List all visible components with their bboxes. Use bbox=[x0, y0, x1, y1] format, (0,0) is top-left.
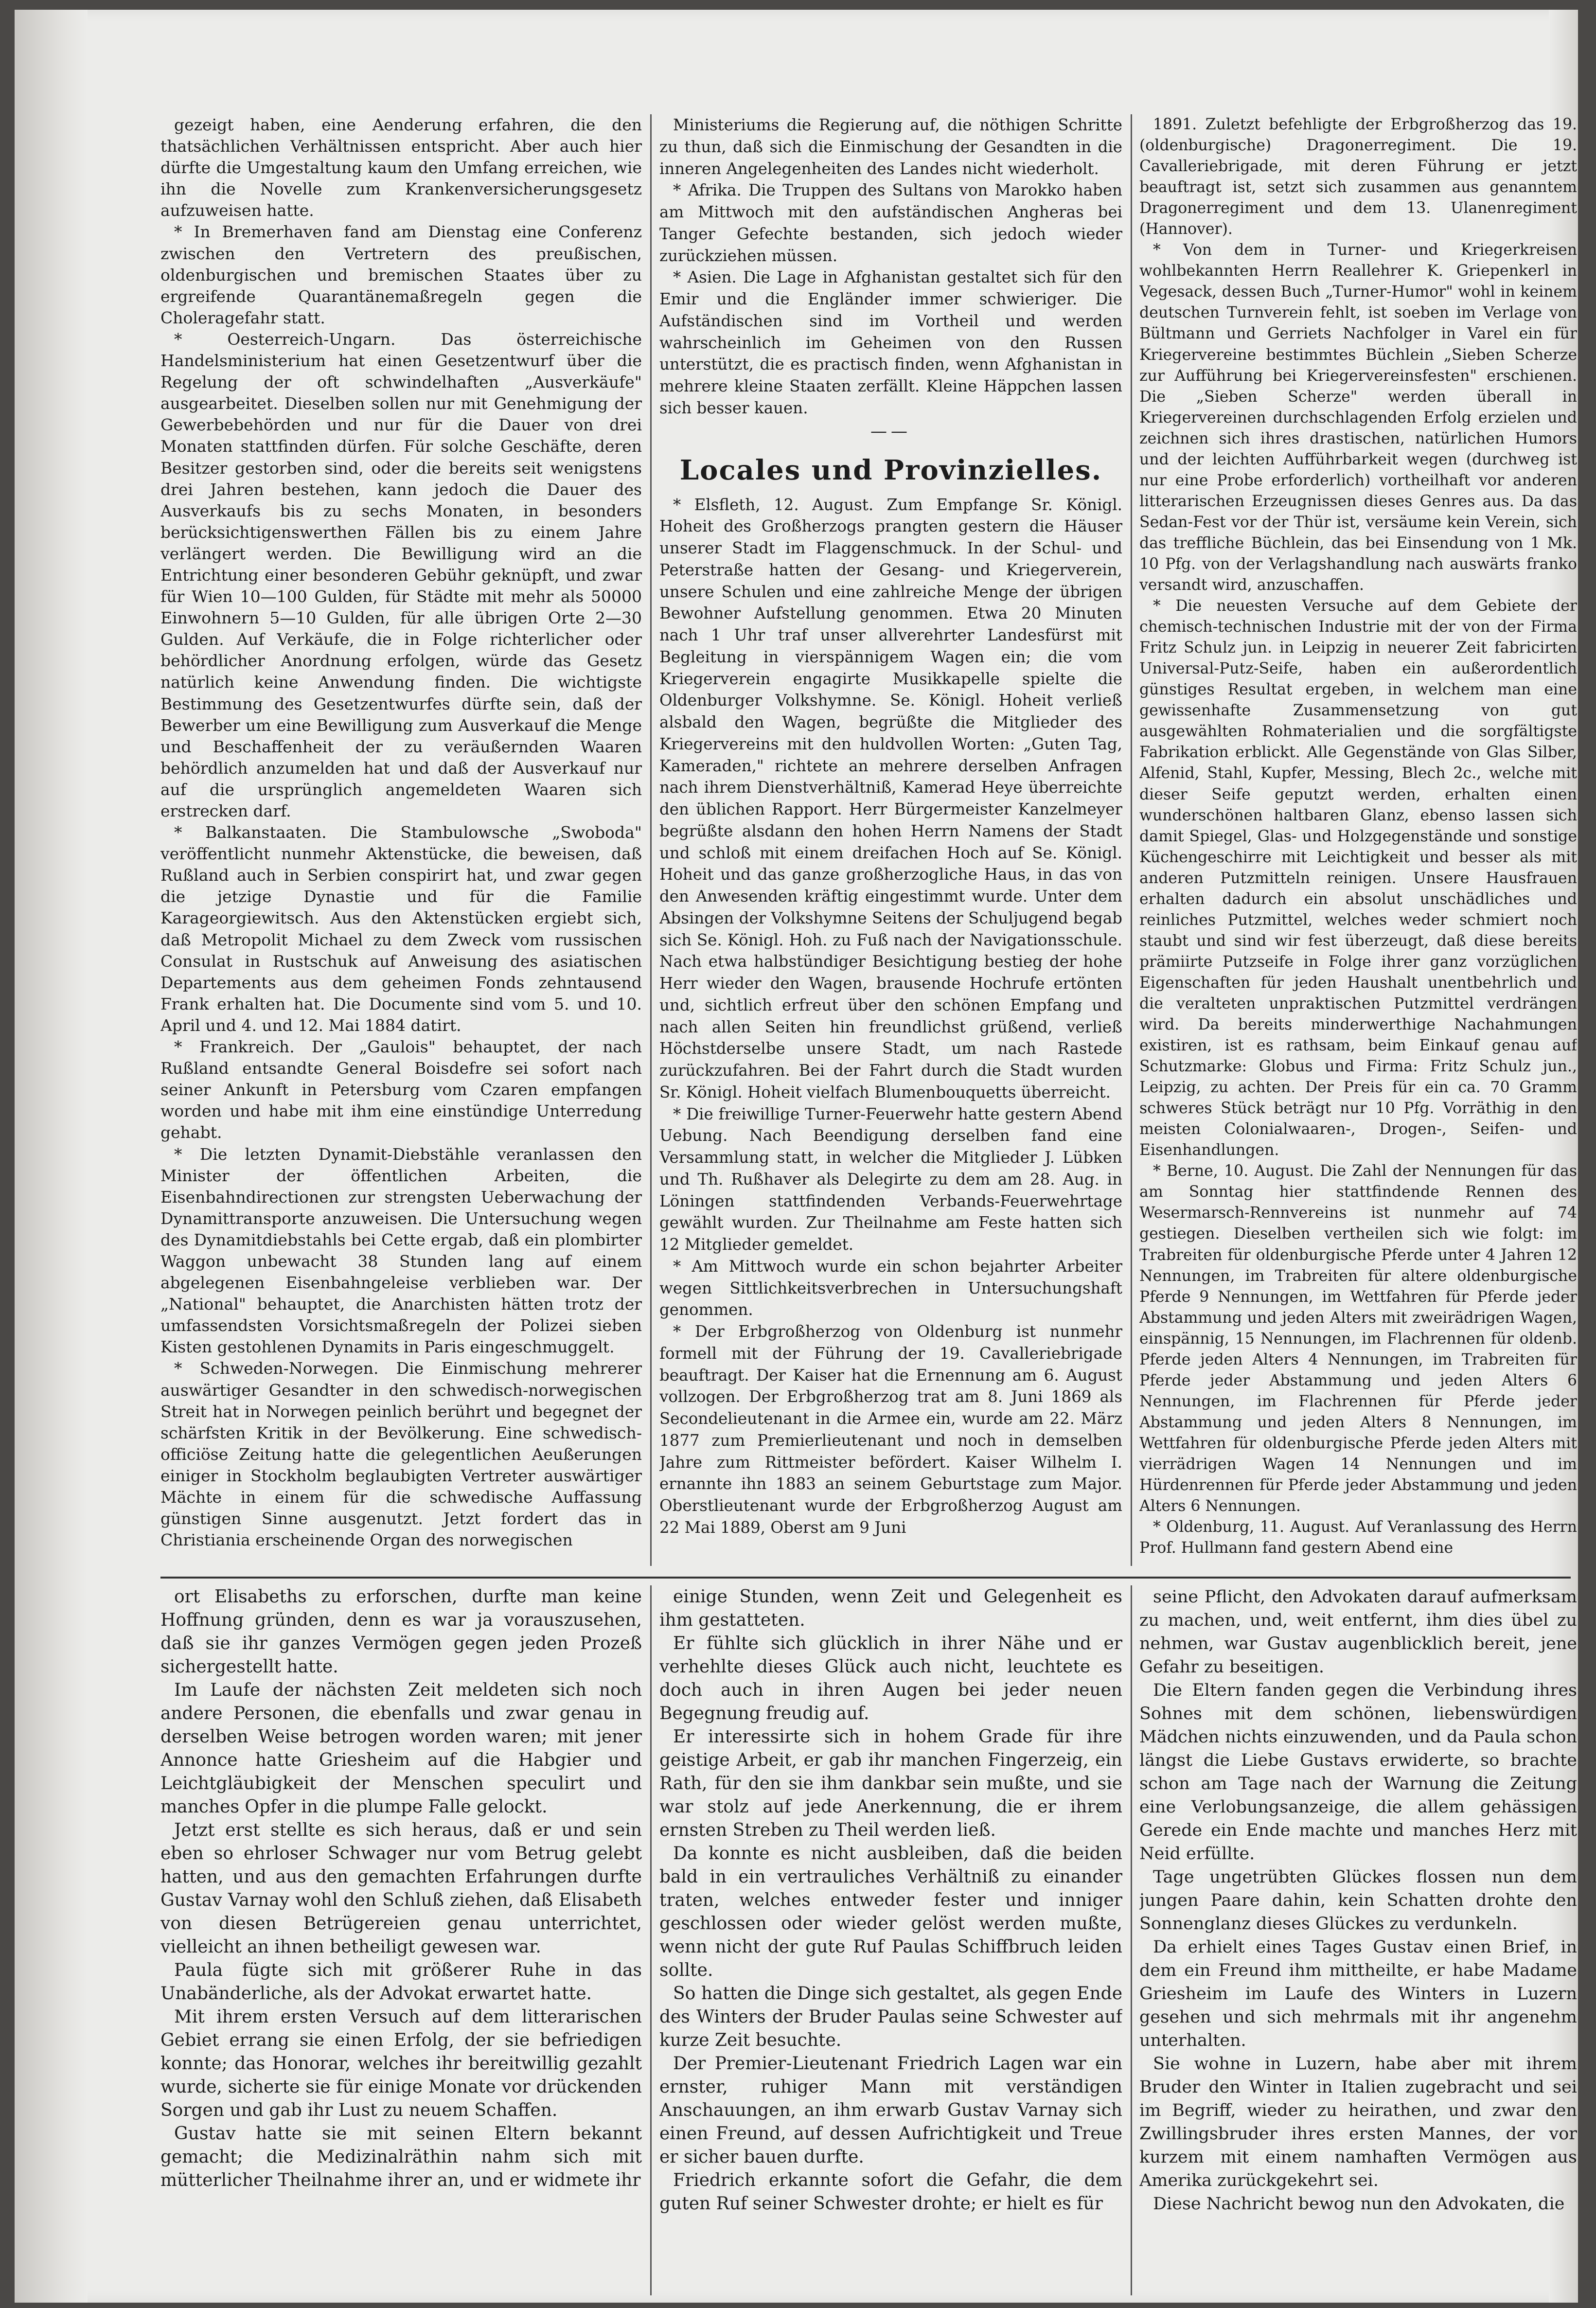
feuilleton-paragraph: Da konnte es nicht ausbleiben, daß die beiden bald in ein vertrauliches Verhältniß zu einander traten, welches entweder fester und inniger geschlossen oder wieder gelöst werden mußte, wenn nicht der gute Ruf Paulas Schiffbruch leiden sollte. bbox=[659, 1844, 1122, 1980]
feuilleton-paragraph: Sie wohne in Luzern, habe aber mit ihrem Bruder den Winter in Italien zugebracht und sei im Begriff, wieder zu heirathen, und zwar den Zwillingsbruder ihres ersten Mannes, der vor kurzem mit einem namhaften Vermögen aus Amerika zurückgekehrt sei. bbox=[1139, 2054, 1577, 2190]
column-rule bbox=[1131, 114, 1132, 1566]
feuilleton-paragraph: So hatten die Dinge sich gestaltet, als gegen Ende des Winters der Bruder Paulas seine Schwester auf kurze Zeit besuchte. bbox=[659, 1984, 1122, 2050]
feuilleton-paragraph: Da erhielt eines Tages Gustav einen Brief, in dem ein Freund ihm mittheilte, er habe Madame Griesheim im Laufe des Winters in Luzern gesehen und sich mehrmals mit ihr angenehm unterhalten. bbox=[1139, 1937, 1577, 2050]
feuilleton-paragraph: seine Pflicht, den Advokaten darauf aufmerksam zu machen, und, weit entfernt, ihm dies übel zu nehmen, war Gustav augenblicklich bereit, jene Gefahr zu beseitigen. bbox=[1139, 1587, 1577, 1677]
page-binding-shadow bbox=[15, 10, 88, 2303]
news-paragraph: gezeigt haben, eine Aenderung erfahren, die den thatsächlichen Verhältnissen entspricht. Aber auch hier dürfte die Umgestaltung kaum den Umfang erreichen, wie ihn die Novelle zum Krankenversicherungsgesetz aufzuweisen hatte. bbox=[160, 115, 642, 220]
newspaper-page bbox=[15, 10, 1578, 2303]
news-paragraph: * Der Erbgroßherzog von Oldenburg ist nunmehr formell mit der Führung der 19. Cavalleriebrigade beauftragt. Der Kaiser hat die Ernennung am 6. August vollzogen. Der Erbgroßherzog trat am 8. Juni 1869 als Secondelieutenant in die Armee ein, wurde am 22. März 1877 zum Premierlieutenant und noch in demselben Jahre zum Rittmeister befördert. Kaiser Wilhelm I. ernannte ihn 1883 an seinem Geburtstage zum Major. Oberstlieutenant wurde der Erbgroßherzog August am 22 Mai 1889, Oberst am 9 Juni bbox=[659, 1322, 1122, 1537]
feuilleton-paragraph: Mit ihrem ersten Versuch auf dem litterarischen Gebiet errang sie einen Erfolg, der sie befriedigen konnte; das Honorar, welches ihr bereitwillig gezahlt wurde, sicherte sie für einige Monate vor drückenden Sorgen und gab ihr Lust zu neuem Schaffen. bbox=[160, 2007, 642, 2120]
column-rule bbox=[650, 1585, 652, 2295]
news-paragraph: * Von dem in Turner- und Kriegerkreisen wohlbekannten Herrn Reallehrer K. Griepenkerl in Vegesack, dessen Buch „Turner-Humor" wohl in keinem deutschen Turnverein fehlt, ist soeben im Verlage von Bültmann und Gerriets Nachfolger in Varel ein für Kriegervereine bestimmtes Büchlein „Sieben Scherze zur Aufführung bei Kriegervereinsfesten" erschienen. Die „Sieben Scherze" werden überall in Kriegervereinen durchschlagenden Erfolg erzielen und zeichnen sich ihres drastischen, natürlichen Humors und der leichten Aufführbarkeit wegen (durchweg ist nur eine Probe erforderlich) vortheilhaft vor anderen litterarischen Erzeugnissen dieses Genres aus. Da das Sedan-Fest vor der Thür ist, versäume kein Verein, sich das treffliche Büchlein, das bei Einsendung von 1 Mk. 10 Pfg. von der Verlagshandlung nach auswärts franko versandt wird, anzuschaffen. bbox=[1139, 241, 1577, 594]
column-rule bbox=[1131, 1585, 1132, 2295]
news-paragraph: * In Bremerhaven fand am Dienstag eine Conferenz zwischen den Vertretern des preußischen, oldenburgischen und bremischen Staates über zu ergreifende Quarantänemaßregeln gegen die Choleragefahr statt. bbox=[160, 222, 642, 327]
news-paragraph: * Balkanstaaten. Die Stambulowsche „Swoboda" veröffentlicht nunmehr Aktenstücke, die beweisen, daß Rußland auch in Serbien conspirirt hat, und zwar gegen die jetzige Dynastie und für die Familie Karageorgiewitsch. Aus den Aktenstücken ergiebt sich, daß Metropolit Michael zu dem Zweck vom russischen Consulat in Rustschuk auf Anweisung des asiatischen Departements aus dem geheimen Fonds zehntausend Frank erhalten hat. Die Documente sind vom 5. und 10. April und 4. und 12. Mai 1884 datirt. bbox=[160, 823, 642, 1035]
news-paragraph: * Schweden-Norwegen. Die Einmischung mehrerer auswärtiger Gesandter in den schwedisch-norwegischen Streit hat in Norwegen peinlich berührt und begegnet der schärfsten Kritik in der Bevölkerung. Eine schwedisch-officiöse Zeitung hatte die gelegentlichen Aeußerungen einiger in Stockholm beglaubigten Vertreter auswärtiger Mächte in einem für die schwedische Auffassung günstigen Sinne ausgenutzt. Jetzt fordert das in Christiania erscheinende Organ des norwegischen bbox=[160, 1359, 642, 1550]
news-column-2 bbox=[659, 114, 1122, 1573]
feuilleton-divider bbox=[160, 1577, 1571, 1579]
news-paragraph: * Die freiwillige Turner-Feuerwehr hatte gestern Abend Uebung. Nach Beendigung derselben fand eine Versammlung statt, in welcher die Mitglieder J. Lübken und Th. Rußhaver als Delegirte zu dem am 28. Aug. in Löningen stattfindenden Verbands-Feuerwehrtage gewählt wurden. Zur Theilnahme am Feste hatten sich 12 Mitglieder gemeldet. bbox=[659, 1104, 1122, 1254]
feuilleton-paragraph: Der Premier-Lieutenant Friedrich Lagen war ein ernster, ruhiger Mann mit verständigen Anschauungen, an ihm erwarb Gustav Varnay sich einen Freund, auf dessen Aufrichtigkeit und Treue er sicher bauen durfte. bbox=[659, 2054, 1122, 2167]
news-paragraph: * Am Mittwoch wurde ein schon bejahrter Arbeiter wegen Sittlichkeitsverbrechen in Untersuchungshaft genommen. bbox=[659, 1257, 1122, 1319]
news-paragraph: * Frankreich. Der „Gaulois" behauptet, der nach Rußland entsandte General Boisdefre sei sofort nach seiner Ankunft in Petersburg vom Czaren empfangen worden und habe mit ihm eine einstündige Unterredung gehabt. bbox=[160, 1037, 642, 1142]
news-paragraph: Ministeriums die Regierung auf, die nöthigen Schritte zu thun, daß sich die Einmischung der Gesandten in die inneren Angelegenheiten des Landes nicht wiederholt. bbox=[659, 116, 1122, 178]
news-paragraph: * Die neuesten Versuche auf dem Gebiete der chemisch-technischen Industrie mit der von der Firma Fritz Schulz jun. in Leipzig in neuerer Zeit fabricirten Universal-Putz-Seife, haben ein außerordentlich günstiges Resultat ergeben, in welchem man eine gewissenhafte Zusammensetzung von gut ausgewählten Rohmaterialien und die sorgfältigste Fabrikation erblickt. Alle Gegenstände von Glas Silber, Alfenid, Stahl, Kupfer, Messing, Blech 2c., welche mit dieser Seife geputzt werden, erhalten einen wunderschönen haltbaren Glanz, ebenso lassen sich damit Spiegel, Glas- und Holzgegenstände und sonstige Küchengeschirre mit Leichtigkeit und besser als mit anderen Putzmitteln reinigen. Unsere Hausfrauen erhalten dadurch ein absolut unschädliches und reinliches Putzmittel, welches weder schmiert noch staubt und sind wir fest überzeugt, daß diese bereits prämiirte Putzseife in Folge ihrer ganz vorzüglichen Eigenschaften für jeden Haushalt unentbehrlich und die veralteten unpraktischen Putzmittel verdrängen wird. Da bereits minderwerthige Nachahmungen existiren, ist es rathsam, beim Einkauf genau auf Schutzmarke: Globus und Firma: Fritz Schulz jun., Leipzig, zu achten. Der Preis für ein ca. 70 Gramm schweres Stück beträgt nur 10 Pfg. Vorräthig in den meisten Colonialwaaren-, Drogen-, Seifen- und Eisenhandlungen. bbox=[1139, 597, 1577, 1159]
section-heading: Locales und Provinzielles. bbox=[679, 454, 1102, 486]
news-column-1 bbox=[160, 114, 642, 1572]
feuilleton-paragraph: Jetzt erst stellte es sich heraus, daß er und sein eben so ehrloser Schwager nur vom Betrug gelebt hatten, und aus den gemachten Erfahrungen durfte Gustav Varnay wohl den Schluß ziehen, daß Elisabeth von diesen Betrügereien genau unterrichtet, vielleicht an ihnen betheiligt gewesen war. bbox=[160, 1820, 642, 1957]
feuilleton-paragraph: Im Laufe der nächsten Zeit meldeten sich noch andere Personen, die ebenfalls und zwar genau in derselben Weise betrogen worden waren; mit jener Annonce hatte Griesheim auf die Habgier und Leichtgläubigkeit der Menschen speculirt und manches Opfer in die plumpe Falle gelockt. bbox=[160, 1680, 642, 1817]
news-paragraph: * Elsfleth, 12. August. Zum Empfange Sr. Königl. Hoheit des Großherzogs prangten gestern die Häuser unserer Stadt im Flaggenschmuck. In der Schul- und Peterstraße hatten der Gesang- und Kriegerverein, unsere Schulen und eine zahlreiche Menge der übrigen Bewohner Aufstellung genommen. Etwa 20 Minuten nach 1 Uhr traf unser allverehrter Landesfürst mit Begleitung in vierspännigem Wagen ein; die vom Kriegerverein engagirte Musikkapelle spielte die Oldenburger Volkshymne. Se. Königl. Hoheit verließ alsbald den Wagen, begrüßte die Mitglieder des Kriegervereins mit den huldvollen Worten: „Guten Tag, Kameraden," richtete an mehrere derselben Anfragen nach ihrem Dienstverhältniß, Kamerad Heye überreichte den üblichen Rapport. Herr Bürgermeister Kanzelmeyer begrüßte alsdann den hohen Herrn Namens der Stadt und schloß mit einem dreifachen Hoch auf Se. Königl. Hoheit und das ganze großherzogliche Haus, in das von den Anwesenden kräftig eingestimmt wurde. Unter dem Absingen der Volkshymne Seitens der Schuljugend begab sich Se. Königl. Hoh. zu Fuß nach der Navigationsschule. Nach etwa halbstündiger Besichtigung bestieg der hohe Herr wieder den Wagen, brausende Hochrufe ertönten und, sichtlich erfreut über den schönen Empfang und nach allen Seiten hin freundlichst grüßend, verließ Höchstderselbe unsere Stadt, um nach Rastede zurückzufahren. Bei der Fahrt durch die Stadt wurden Sr. Königl. Hoheit vielfach Blumenbouquetts überreicht. bbox=[659, 495, 1122, 1101]
feuilleton-column-3 bbox=[1139, 1585, 1577, 2300]
news-paragraph: * Asien. Die Lage in Afghanistan gestaltet sich für den Emir und die Engländer immer schwieriger. Die Aufständischen sind im Vortheil und werden wahrscheinlich im Geheimen von den Russen unterstützt, die es practisch finden, wenn Afghanistan in mehrere kleine Staaten zerfällt. Kleine Häppchen lassen sich besser kauen. bbox=[659, 268, 1122, 417]
feuilleton-paragraph: ort Elisabeths zu erforschen, durfte man keine Hoffnung gründen, denn es war ja vorauszusehen, daß sie ihr ganzes Vermögen gegen jeden Prozeß sichergestellt hatte. bbox=[160, 1587, 642, 1677]
section-separator: —— bbox=[870, 421, 911, 441]
feuilleton-paragraph: Tage ungetrübten Glückes flossen nun dem jungen Paare dahin, kein Schatten drohte den Sonnenglanz dieses Glückes zu verdunkeln. bbox=[1139, 1867, 1577, 1934]
news-paragraph: * Oldenburg, 11. August. Auf Veranlassung des Herrn Prof. Hullmann fand gestern Abend eine bbox=[1139, 1518, 1577, 1557]
news-paragraph: * Oesterreich-Ungarn. Das österreichische Handelsministerium hat einen Gesetzentwurf über die Regelung der oft schwindelhaften „Ausverkäufe" ausgearbeitet. Dieselben sollen nur mit Genehmigung der Gewerbebehörden und nur für die Dauer von drei Monaten stattfinden dürfen. Für solche Geschäfte, deren Besitzer gestorben sind, oder die bereits seit wenigstens drei Jahren bestehen, kann jedoch die Dauer des Ausverkaufs bis zu sechs Monaten, in besonders berücksichtigenswerthen Fällen bis zu einem Jahre verlängert werden. Die Bewilligung wird an die Entrichtung einer besonderen Gebühr geknüpft, und zwar für Wien 10—100 Gulden, für Städte mit mehr als 50000 Einwohnern 5—10 Gulden, für alle übrigen Orte 2—30 Gulden. Auf Verkäufe, die in Folge richterlicher oder behördlicher Anordnung erfolgen, würde das Gesetz natürlich keine Anwendung finden. Die wichtigste Bestimmung des Gesetzentwurfes dürfte sein, daß der Bewerber um eine Bewilligung zum Ausverkauf die Menge und Beschaffenheit der zu veräußernden Waaren behördlich anzumelden hat und daß der Ausverkauf nur auf die ursprünglich angemeldeten Waaren sich erstrecken darf. bbox=[160, 329, 642, 820]
news-column-3 bbox=[1139, 114, 1577, 1573]
column-rule bbox=[650, 114, 652, 1566]
feuilleton-paragraph: Gustav hatte sie mit seinen Eltern bekannt gemacht; die Medizinalräthin nahm sich mit mütterlicher Theilnahme ihrer an, und er widmete ihr bbox=[160, 2124, 642, 2190]
news-paragraph: 1891. Zuletzt befehligte der Erbgroßherzog das 19. (oldenburgische) Dragonerregiment. Die 19. Cavalleriebrigade, mit deren Führung er jetzt beauftragt ist, setzt sich zusammen aus genanntem Dragonerregiment und dem 13. Ulanenregiment (Hannover). bbox=[1139, 116, 1577, 238]
feuilleton-column-2 bbox=[659, 1585, 1122, 2300]
feuilleton-paragraph: einige Stunden, wenn Zeit und Gelegenheit es ihm gestatteten. bbox=[659, 1587, 1122, 1630]
news-paragraph: * Afrika. Die Truppen des Sultans von Marokko haben am Mittwoch mit den aufständischen Angheras bei Tanger Gefechte bestanden, sich jedoch wieder zurückziehen müssen. bbox=[659, 181, 1122, 265]
feuilleton-paragraph: Paula fügte sich mit größerer Ruhe in das Unabänderliche, als der Advokat erwartet hatte. bbox=[160, 1960, 642, 2004]
news-paragraph: * Berne, 10. August. Die Zahl der Nennungen für das am Sonntag hier stattfindende Rennen des Wesermarsch-Rennvereins ist nunmehr auf 74 gestiegen. Dieselben vertheilen sich wie folgt: im Trabreiten für oldenburgische Pferde unter 4 Jahren 12 Nennungen, im Trabreiten für altere oldenburgische Pferde 9 Nennungen, im Wettfahren für Pferde jeder Abstammung und jeden Alters mit zweirädrigen Wagen, einspännig, 15 Nennungen, im Flachrennen für oldenb. Pferde jeden Alters 4 Nennungen, im Trabreiten für Pferde jeder Abstammung und jeden Alters 6 Nennungen, im Flachrennen für Pferde jeder Abstammung und jeden Alters 8 Nennungen, im Wettfahren für oldenburgische Pferde jeden Alters mit vierrädrigen Wagen 14 Nennungen und im Hürdenrennen für Pferde jeder Abstammung und jeden Alters 6 Nennungen. bbox=[1139, 1162, 1577, 1515]
feuilleton-paragraph: Die Eltern fanden gegen die Verbindung ihres Sohnes mit dem schönen, liebenswürdigen Mädchen nichts einzuwenden, und da Paula schon längst die Liebe Gustavs erwiderte, so brachte schon am Tage nach der Warnung die Zeitung eine Verlobungsanzeige, die allem gehässigen Gerede ein Ende machte und manches Herz mit Neid erfüllte. bbox=[1139, 1681, 1577, 1864]
feuilleton-paragraph: Er fühlte sich glücklich in ihrer Nähe und er verhehlte dieses Glück auch nicht, leuchtete es doch auch in ihren Augen bei jeder neuen Begegnung freudig auf. bbox=[659, 1633, 1122, 1723]
feuilleton-paragraph: Friedrich erkannte sofort die Gefahr, die dem guten Ruf seiner Schwester drohte; er hielt es für bbox=[659, 2170, 1122, 2214]
news-paragraph: * Die letzten Dynamit-Diebstähle veranlassen den Minister der öffentlichen Arbeiten, die Eisenbahndirectionen zur strengsten Ueberwachung der Dynamittransporte anzuweisen. Die Untersuchung wegen des Dynamitdiebstahls bei Cette ergab, daß ein plombirter Waggon unbewacht 38 Stunden lang auf einem abgelegenen Eisenbahngeleise verblieben war. Der „National" behauptet, die Anarchisten hätten trotz der umfassendsten Vorsichtsmaßregeln der Polizei sieben Kisten gestohlenen Dynamits in Paris eingeschmuggelt. bbox=[160, 1144, 642, 1357]
feuilleton-paragraph: Diese Nachricht bewog nun den Advokaten, die bbox=[1153, 2194, 1565, 2214]
feuilleton-paragraph: Er interessirte sich in hohem Grade für ihre geistige Arbeit, er gab ihr manchen Fingerzeig, ein Rath, für den sie ihm dankbar sein mußte, und sie war stolz auf jede Anerkennung, die er ihrem ernsten Streben zu Theil werden ließ. bbox=[659, 1727, 1122, 1840]
feuilleton-column-1 bbox=[160, 1585, 642, 2300]
